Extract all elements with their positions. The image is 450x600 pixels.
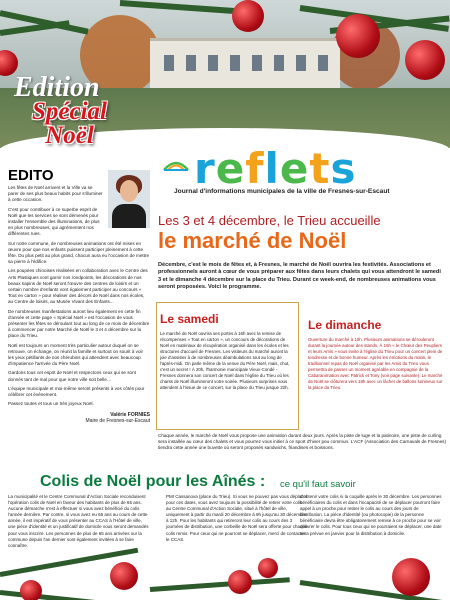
edito-title: EDITO xyxy=(8,167,54,184)
logo-letter: t xyxy=(309,144,331,193)
reflets-logo xyxy=(194,144,356,193)
logo-letter: r xyxy=(194,144,216,193)
logo-letter: l xyxy=(264,144,280,193)
samedi-text: Le marché de Noël ouvrira ses portes à 16h avec la remise de récompenses « Tout en carton », un concours de décorations de Noël en matériaux de récupération organisé dans les écoles et les structures d'accueil de Fresnes. Les visiteurs du marché auront la joie d'assister à de nombreuses déambulations tout au long de l'après-midi. On parle même de la venue du Père Noël, mais, chut, c'est un secret ! À 20h, l'harmonie municipale Vieux-Condé - Fresnes donnera son concert de Noël dans l'église du Trieu où les chants de Noël illumineront votre soirée. Plusieurs surprises vous attendent à l'issue de ce concert, sur la place du Trieu jusque 22h. xyxy=(160,331,290,390)
logo-letter: s xyxy=(330,144,357,193)
marche-headline: le marché de Noël xyxy=(158,228,347,253)
colis-subtitle: ce qu'il faut savoir xyxy=(280,479,356,490)
town-logo-icon xyxy=(163,156,189,172)
edito-paragraph: Noël est toujours un moment très particulier autour duquel on se retrouve, on échange, on réunit la famille et surtout on sourit à voir les yeux pétillants de nos chérubins qui attendent avec beaucoup d'impatience l'arrivée du Père Noël. xyxy=(8,342,144,367)
colis-column-1: La municipalité et le Centre Communal d'Action Sociale reconduisent l'opération colis de Noël en faveur des habitants de plus de 65 ans. Aucune démarche n'est à effectuer si vous avez bénéficié du colis l'année dernière. Par contre, si vous avez eu 65 ans au cours de cette année, il est impératif de vous présenter au CCAS à l'Hôtel de ville, une pièce d'identité et un justificatif de domicile vous seront demandés pour vous inscrire. Les personnes de plus de 65 ans arrivées sur la commune depuis l'an dernier sont également invitées à se faire connaître. xyxy=(8,494,149,548)
signature-role: Maire de Fresnes-sur-Escaut xyxy=(85,417,150,424)
edito-paragraph: De nombreuses manifestations auront lieu également en cette fin d'année et cette page « Spécial Noël » est l'occasion de vous présenter les fêtes se déroulant tout au long de ce mois de décembre à commencer par notre Marché de Noël le 3 et 4 décembre sur la place du Trieu. xyxy=(8,308,150,339)
logo-letter: e xyxy=(215,144,246,193)
samedi-title: Le samedi xyxy=(160,312,219,326)
christmas-bauble-icon xyxy=(405,40,445,80)
edition-title: Edition xyxy=(14,72,100,103)
journal-tagline: Journal d'informations municipales de la ville de Fresnes-sur-Escaut xyxy=(174,188,390,195)
colis-column-3: d'obtenir votre colis ni la coquille après le 30 décembre. Les personnes bénéficiaires du colis et dans l'incapacité de se déplacer pourront faire appel à un proche pour retirer le colis au cours des jours de distribution. La pièce d'identité (ou photocopie) de la personne bénéficiaire devra être obligatoirement remise à ce proche pour se voir délivrer le colis. Pour tous ceux qui ne pourraient se déplacer, une date sera prévue en janvier pour la distribution à domicile. xyxy=(300,494,442,536)
edito-paragraph: L'équipe municipale et moi-même seront présents à vos côtés pour célébrer cet événement. xyxy=(8,385,145,398)
edito-paragraph: Passez toutes et tous un très joyeux Noël. xyxy=(8,401,94,407)
town-hall-building xyxy=(150,38,340,93)
special-noel-title: Spécial Noël xyxy=(32,98,107,148)
edito-paragraph: C'est pour contribuer à ce superbe esprit de Noël que les services se sont démenés pour installer l'ensemble des illuminations, de plus en plus nombreuses, qui agrémentent nos différentes rues. xyxy=(8,206,100,237)
christmas-bauble-icon xyxy=(110,562,138,590)
colis-column-2: PMI Cassanova (place du Trieu). Si vous ne pouvez pas vous déplacer pour ces dates, vous avez toujours la possibilité de retirer votre colis au Centre Communal d'Action Sociale, situé à l'hôtel de ville, uniquement à partir du mardi 20 décembre à 9h jusqu'au 30 décembre à 12h. Pour les habitants qui retireront leur colis au cours des 3 journées de distribution, une corbeille de Noël sera offerte pour chaque colis remis. Pour ceux qui ne pourront se déplacer, merci de contacter le CCAS. xyxy=(166,494,308,542)
logo-letter: e xyxy=(279,144,310,193)
header-banner xyxy=(0,0,450,148)
christmas-bauble-icon xyxy=(232,0,264,32)
christmas-bauble-icon xyxy=(20,580,42,600)
colis-title: Colis de Noël pour les Aînés : xyxy=(40,473,266,490)
edito-lead: Les fêtes de Noël arrivent et la Ville va se parer de ses plus beaux habits pour s'illuminer à cette occasion. xyxy=(8,185,103,203)
edito-paragraph: Les poupées chinoises réalisées en collaboration avec le Centre des Arts Plastiques vont garnir nos rondpoints, les décorations de nos beaux sapins de Noël seront l'œuvre des centres de loisirs et un certain nombre d'enfants vont également participer au concours « Tout en carton » pour réaliser des décors de Noël dans nos écoles, au Centre de loisirs, au Musée Vivant des Enfants... xyxy=(8,268,148,305)
edito-paragraph: Gardons tous cet esprit de Noël et respectons ceux qui se sont donnés tant de mal pour que notre ville soit belle… xyxy=(8,370,136,382)
logo-letter: f xyxy=(245,144,265,193)
edito-paragraph: Sur notre commune, de nombreuses animations ont été mises en œuvre pour que nos enfants puissent participer pleinement à cette fête. Du plus petit au plus grand, chacun aura eu l'occasion de mettre sa pierre à l'édifice. xyxy=(8,240,150,265)
dimanche-title: Le dimanche xyxy=(308,318,382,332)
signature-name: Valérie FORNIES xyxy=(110,411,150,418)
marche-lead: Décembre, c'est le mois de fêtes et, à Fresnes, le marché de Noël ouvrira les festivités. Associations et professionnels auront à cœur de vous préparer aux fêtes dans leurs chalets qui vous attendront le samedi 3 et le dimanche 4 décembre sur la place du Trieu. Durant ce week-end, de nombreuses animations vous seront proposées. Voici le programme. xyxy=(158,262,441,291)
dimanche-text: Ouverture du marché à 10h. Plusieurs animations se dérouleront durant la journée autour des stands. À 16h « le Chœur des Peupliers et leurs Amis » vous invite à l'église du Trieu pour un concert plein de tendresse et de bonne humeur. Après les émotions du matin, le traditionnel repas de Noël organisé par les Amis du Trieu vous permettra de passer un moment agréable en compagnie de la Cabaranimation avec Patrick et Tony (voir page suivante). Le marché de Noël se clôturera vers 18h avec un lâcher de ballons lumineux sur la place du Trieu. xyxy=(308,337,443,390)
christmas-bauble-icon xyxy=(258,558,278,578)
marche-footer-text: Chaque année, le marché de Noël vous propose une animation durant deux jours. Après la piste de luge et la patinoire, une piste de curling sera installée au cœur des chalets et vous pourrez vous initier à ce sport d'hiver peu commun. L'ACF (Association des Carnavals de Fresnes) tiendra cette année une buvette où seront proposés sandwichs, friandises et boissons. xyxy=(158,433,446,451)
marche-headline-small: Les 3 et 4 décembre, le Trieu accueille xyxy=(158,213,381,228)
edito-body xyxy=(8,185,150,424)
christmas-bauble-icon xyxy=(392,558,430,596)
christmas-bauble-icon xyxy=(228,570,252,594)
christmas-bauble-icon xyxy=(336,14,380,58)
